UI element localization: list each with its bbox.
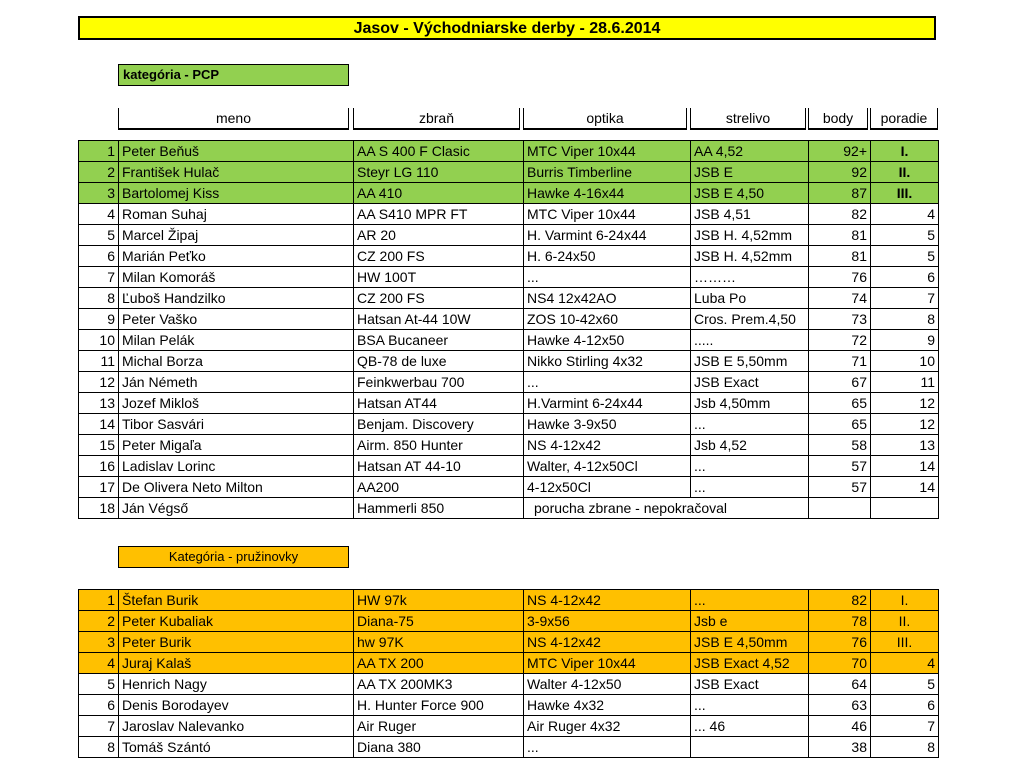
- points: 71: [809, 351, 871, 372]
- row-number: 1: [79, 590, 119, 611]
- rank: 11: [871, 372, 939, 393]
- status-note: porucha zbrane - nepokračoval: [524, 498, 809, 519]
- row-number: 4: [79, 653, 119, 674]
- points: 57: [809, 477, 871, 498]
- optics: Walter, 4-12x50Cl: [524, 456, 691, 477]
- rank: 5: [871, 246, 939, 267]
- optics: MTC Viper 10x44: [524, 653, 691, 674]
- shooter-name: Bartolomej Kiss: [119, 183, 354, 204]
- points: 67: [809, 372, 871, 393]
- weapon: AA TX 200MK3: [354, 674, 524, 695]
- table-row: [79, 225, 939, 246]
- weapon: HW 100T: [354, 267, 524, 288]
- shooter-name: Michal Borza: [119, 351, 354, 372]
- shooter-name: Marián Peťko: [119, 246, 354, 267]
- page-title: Jasov - Východniarske derby - 28.6.2014: [78, 16, 936, 40]
- optics: ...: [524, 372, 691, 393]
- ammo: Jsb e: [691, 611, 809, 632]
- points: 87: [809, 183, 871, 204]
- table-row: [79, 590, 939, 611]
- optics: Hawke 4x32: [524, 695, 691, 716]
- points: 74: [809, 288, 871, 309]
- points: 81: [809, 225, 871, 246]
- optics: Hawke 3-9x50: [524, 414, 691, 435]
- shooter-name: Peter Beňuš: [119, 141, 354, 162]
- rank: 14: [871, 456, 939, 477]
- weapon: Diana-75: [354, 611, 524, 632]
- ammo: AA 4,52: [691, 141, 809, 162]
- row-number: 5: [79, 225, 119, 246]
- shooter-name: De Olivera Neto Milton: [119, 477, 354, 498]
- header-strelivo: strelivo: [690, 108, 806, 130]
- header-meno: meno: [118, 108, 349, 130]
- rank: 4: [871, 653, 939, 674]
- table-row: [79, 611, 939, 632]
- rank: II.: [871, 611, 939, 632]
- ammo: ...: [691, 477, 809, 498]
- ammo: Jsb 4,50mm: [691, 393, 809, 414]
- row-number: 11: [79, 351, 119, 372]
- rank: 4: [871, 204, 939, 225]
- table-row: [79, 288, 939, 309]
- row-number: 5: [79, 674, 119, 695]
- optics: ...: [524, 737, 691, 758]
- optics: H. Varmint 6-24x44: [524, 225, 691, 246]
- points: 65: [809, 393, 871, 414]
- row-number: 17: [79, 477, 119, 498]
- shooter-name: Denis Borodayev: [119, 695, 354, 716]
- row-number: 1: [79, 141, 119, 162]
- rank: 8: [871, 309, 939, 330]
- weapon: hw 97K: [354, 632, 524, 653]
- points: 46: [809, 716, 871, 737]
- ammo: JSB E 4,50mm: [691, 632, 809, 653]
- ammo: JSB Exact: [691, 674, 809, 695]
- row-number: 8: [79, 737, 119, 758]
- ammo: JSB 4,51: [691, 204, 809, 225]
- ammo: JSB Exact 4,52: [691, 653, 809, 674]
- table-row: [79, 632, 939, 653]
- table-row: [79, 162, 939, 183]
- rank: 14: [871, 477, 939, 498]
- ammo: JSB Exact: [691, 372, 809, 393]
- ammo: JSB H. 4,52mm: [691, 225, 809, 246]
- pcp-results-table: [78, 140, 939, 519]
- table-row: [79, 695, 939, 716]
- weapon: AA200: [354, 477, 524, 498]
- weapon: CZ 200 FS: [354, 246, 524, 267]
- ammo: JSB E 4,50: [691, 183, 809, 204]
- rank: 6: [871, 267, 939, 288]
- rank: 12: [871, 414, 939, 435]
- ammo: ...: [691, 414, 809, 435]
- shooter-name: Henrich Nagy: [119, 674, 354, 695]
- optics: Nikko Stirling 4x32: [524, 351, 691, 372]
- ammo: Cros. Prem.4,50: [691, 309, 809, 330]
- weapon: AA TX 200: [354, 653, 524, 674]
- optics: NS4 12x42AO: [524, 288, 691, 309]
- optics: H. 6-24x50: [524, 246, 691, 267]
- table-row: [79, 477, 939, 498]
- weapon: QB-78 de luxe: [354, 351, 524, 372]
- empty-cell: [809, 498, 871, 519]
- weapon: HW 97k: [354, 590, 524, 611]
- ammo: ...: [691, 456, 809, 477]
- table-row: [79, 372, 939, 393]
- optics: ZOS 10-42x60: [524, 309, 691, 330]
- table-row: [79, 330, 939, 351]
- ammo: Jsb 4,52: [691, 435, 809, 456]
- optics: H.Varmint 6-24x44: [524, 393, 691, 414]
- shooter-name: Marcel Žipaj: [119, 225, 354, 246]
- weapon: Feinkwerbau 700: [354, 372, 524, 393]
- shooter-name: Ján Végső: [119, 498, 354, 519]
- row-number: 3: [79, 183, 119, 204]
- weapon: AA S 400 F Clasic: [354, 141, 524, 162]
- table-row: [79, 498, 939, 519]
- rank: 5: [871, 225, 939, 246]
- optics: Burris Timberline: [524, 162, 691, 183]
- points: 58: [809, 435, 871, 456]
- rank: III.: [871, 632, 939, 653]
- empty-cell: [871, 498, 939, 519]
- points: 70: [809, 653, 871, 674]
- weapon: Hatsan At-44 10W: [354, 309, 524, 330]
- points: 82: [809, 590, 871, 611]
- category-spring-label: Kategória - pružinovky: [118, 546, 349, 568]
- row-number: 7: [79, 716, 119, 737]
- table-row: [79, 204, 939, 225]
- weapon: CZ 200 FS: [354, 288, 524, 309]
- table-row: [79, 435, 939, 456]
- optics: MTC Viper 10x44: [524, 141, 691, 162]
- optics: NS 4-12x42: [524, 590, 691, 611]
- header-optika: optika: [523, 108, 687, 130]
- optics: Air Ruger 4x32: [524, 716, 691, 737]
- table-row: [79, 267, 939, 288]
- table-row: [79, 414, 939, 435]
- row-number: 13: [79, 393, 119, 414]
- ammo: ...: [691, 695, 809, 716]
- table-row: [79, 141, 939, 162]
- weapon: Diana 380: [354, 737, 524, 758]
- rank: II.: [871, 162, 939, 183]
- row-number: 2: [79, 162, 119, 183]
- points: 82: [809, 204, 871, 225]
- points: 92: [809, 162, 871, 183]
- rank: 9: [871, 330, 939, 351]
- points: 81: [809, 246, 871, 267]
- ammo: JSB E 5,50mm: [691, 351, 809, 372]
- row-number: 2: [79, 611, 119, 632]
- table-row: [79, 309, 939, 330]
- points: 76: [809, 632, 871, 653]
- optics: 3-9x56: [524, 611, 691, 632]
- points: 72: [809, 330, 871, 351]
- optics: Hawke 4-16x44: [524, 183, 691, 204]
- table-row: [79, 393, 939, 414]
- weapon: Benjam. Discovery: [354, 414, 524, 435]
- shooter-name: Milan Pelák: [119, 330, 354, 351]
- optics: NS 4-12x42: [524, 632, 691, 653]
- weapon: Air Ruger: [354, 716, 524, 737]
- table-row: [79, 351, 939, 372]
- row-number: 4: [79, 204, 119, 225]
- row-number: 15: [79, 435, 119, 456]
- points: 65: [809, 414, 871, 435]
- ammo: ………: [691, 267, 809, 288]
- row-number: 12: [79, 372, 119, 393]
- row-number: 8: [79, 288, 119, 309]
- rank: 6: [871, 695, 939, 716]
- weapon: AA S410 MPR FT: [354, 204, 524, 225]
- shooter-name: Peter Vaško: [119, 309, 354, 330]
- shooter-name: Ľuboš Handzilko: [119, 288, 354, 309]
- ammo: ... 46: [691, 716, 809, 737]
- rank: 7: [871, 288, 939, 309]
- shooter-name: František Hulač: [119, 162, 354, 183]
- row-number: 14: [79, 414, 119, 435]
- row-number: 10: [79, 330, 119, 351]
- row-number: 6: [79, 246, 119, 267]
- weapon: Airm. 850 Hunter: [354, 435, 524, 456]
- header-body: body: [808, 108, 868, 130]
- weapon: Hatsan AT 44-10: [354, 456, 524, 477]
- weapon: Hatsan AT44: [354, 393, 524, 414]
- rank: I.: [871, 590, 939, 611]
- points: 63: [809, 695, 871, 716]
- table-row: [79, 653, 939, 674]
- table-row: [79, 456, 939, 477]
- weapon: Hammerli 850: [354, 498, 524, 519]
- optics: NS 4-12x42: [524, 435, 691, 456]
- points: 76: [809, 267, 871, 288]
- row-number: 6: [79, 695, 119, 716]
- shooter-name: Peter Kubaliak: [119, 611, 354, 632]
- optics: ...: [524, 267, 691, 288]
- points: 92+: [809, 141, 871, 162]
- shooter-name: Milan Komoráš: [119, 267, 354, 288]
- shooter-name: Tibor Sasvári: [119, 414, 354, 435]
- table-row: [79, 737, 939, 758]
- weapon: AR 20: [354, 225, 524, 246]
- shooter-name: Peter Migaľa: [119, 435, 354, 456]
- rank: 13: [871, 435, 939, 456]
- table-row: [79, 183, 939, 204]
- row-number: 3: [79, 632, 119, 653]
- points: 57: [809, 456, 871, 477]
- row-number: 16: [79, 456, 119, 477]
- ammo: JSB E: [691, 162, 809, 183]
- shooter-name: Ján Németh: [119, 372, 354, 393]
- weapon: H. Hunter Force 900: [354, 695, 524, 716]
- shooter-name: Jaroslav Nalevanko: [119, 716, 354, 737]
- header-zbran: zbraň: [353, 108, 520, 130]
- optics: 4-12x50Cl: [524, 477, 691, 498]
- row-number: 18: [79, 498, 119, 519]
- weapon: BSA Bucaneer: [354, 330, 524, 351]
- rank: III.: [871, 183, 939, 204]
- ammo: ...: [691, 590, 809, 611]
- points: 64: [809, 674, 871, 695]
- rank: 7: [871, 716, 939, 737]
- shooter-name: Ladislav Lorinc: [119, 456, 354, 477]
- ammo: [691, 737, 809, 758]
- rank: 10: [871, 351, 939, 372]
- ammo: Luba Po: [691, 288, 809, 309]
- weapon: Steyr LG 110: [354, 162, 524, 183]
- spring-results-table: [78, 589, 939, 758]
- rank: I.: [871, 141, 939, 162]
- shooter-name: Tomáš Szántó: [119, 737, 354, 758]
- shooter-name: Peter Burik: [119, 632, 354, 653]
- row-number: 7: [79, 267, 119, 288]
- rank: 5: [871, 674, 939, 695]
- points: 73: [809, 309, 871, 330]
- shooter-name: Roman Suhaj: [119, 204, 354, 225]
- table-row: [79, 674, 939, 695]
- header-poradie: poradie: [870, 108, 938, 130]
- optics: Hawke 4-12x50: [524, 330, 691, 351]
- shooter-name: Štefan Burik: [119, 590, 354, 611]
- ammo: JSB H. 4,52mm: [691, 246, 809, 267]
- weapon: AA 410: [354, 183, 524, 204]
- shooter-name: Jozef Mikloš: [119, 393, 354, 414]
- points: 78: [809, 611, 871, 632]
- shooter-name: Juraj Kalaš: [119, 653, 354, 674]
- points: 38: [809, 737, 871, 758]
- category-pcp-label: kategória - PCP: [118, 64, 349, 86]
- table-row: [79, 246, 939, 267]
- table-row: [79, 716, 939, 737]
- ammo: .....: [691, 330, 809, 351]
- optics: MTC Viper 10x44: [524, 204, 691, 225]
- row-number: 9: [79, 309, 119, 330]
- rank: 8: [871, 737, 939, 758]
- optics: Walter 4-12x50: [524, 674, 691, 695]
- rank: 12: [871, 393, 939, 414]
